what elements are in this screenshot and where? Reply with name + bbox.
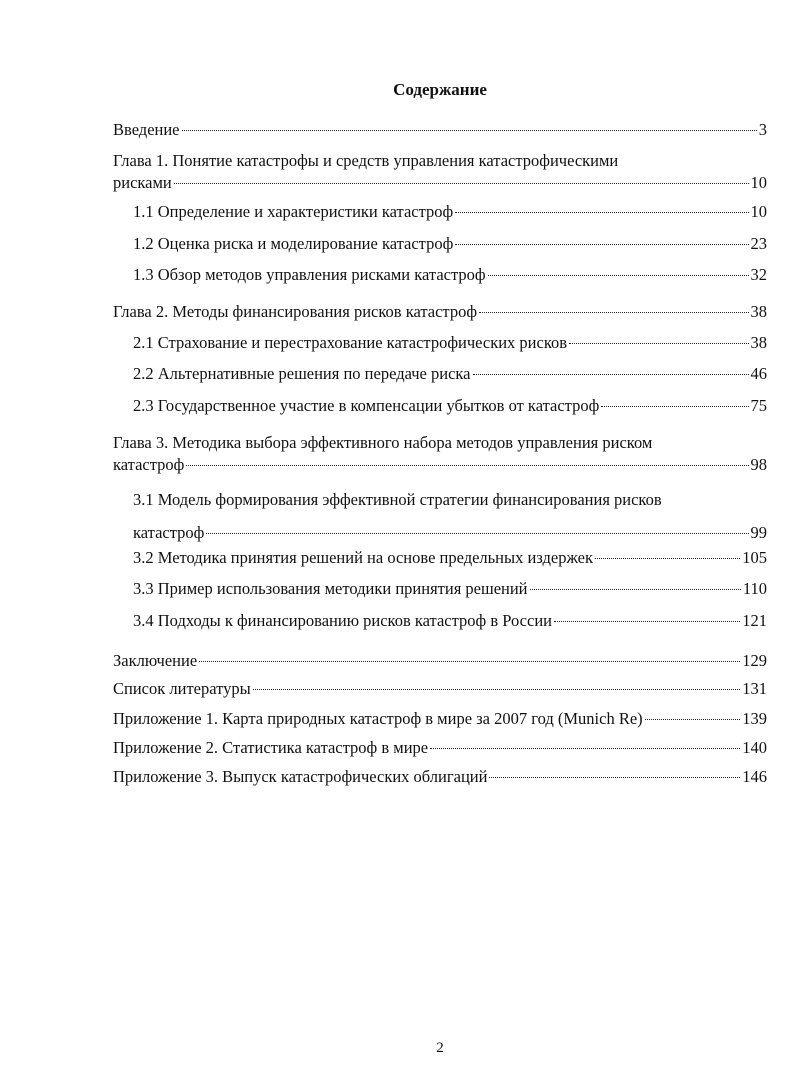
leader-dots	[473, 374, 749, 375]
toc-page: 105	[742, 548, 767, 567]
leader-dots	[645, 719, 741, 720]
toc-label: 3.4 Подходы к финансированию рисков катастроф в России	[133, 611, 552, 630]
toc-entry-appendix-3	[113, 766, 767, 788]
toc-entry-section-3-2	[133, 547, 767, 569]
toc-label: Глава 1. Понятие катастрофы и средств управления катастрофическими	[113, 151, 619, 170]
toc-page: 146	[742, 767, 767, 786]
toc-label: 1.2 Оценка риска и моделирование катастроф	[133, 234, 454, 253]
toc-page: 75	[750, 396, 767, 415]
toc-page: 121	[742, 611, 767, 630]
toc-entry-chapter-2	[113, 301, 767, 323]
toc-label: 1.1 Определение и характеристики катастроф	[133, 202, 454, 221]
toc-page: 38	[750, 333, 767, 352]
toc-label-continued: катастроф	[133, 523, 205, 542]
toc-label: Заключение	[113, 651, 198, 670]
toc-page: 46	[750, 364, 767, 383]
toc-label: 2.3 Государственное участие в компенсации убытков от катастроф	[133, 396, 600, 415]
toc-label-continued: рисками	[113, 173, 172, 192]
toc-page: 129	[742, 651, 767, 670]
page-number: 2	[436, 1040, 444, 1056]
leader-dots	[455, 212, 748, 213]
leader-dots	[182, 130, 757, 131]
toc-label: 2.1 Страхование и перестрахование катастрофических рисков	[133, 333, 568, 352]
leader-dots	[601, 406, 748, 407]
toc-page: 32	[750, 265, 767, 284]
toc-entry-appendix-2	[113, 737, 767, 759]
leader-dots	[595, 558, 740, 559]
toc-entry-conclusion	[113, 650, 767, 672]
toc-page: 23	[750, 234, 767, 253]
toc-label: Приложение 1. Карта природных катастроф в мире за 2007 год (Munich Re)	[113, 709, 643, 728]
toc-label: Приложение 3. Выпуск катастрофических облигаций	[113, 767, 488, 786]
toc-label: 3.2 Методика принятия решений на основе предельных издержек	[133, 548, 594, 567]
toc-entry-chapter-3	[113, 432, 767, 476]
toc-page: 140	[742, 738, 767, 757]
toc-page: 99	[750, 523, 767, 542]
leader-dots	[489, 777, 740, 778]
toc-page: 38	[750, 302, 767, 321]
toc-entry-section-3-4	[133, 610, 767, 632]
toc-label: Глава 2. Методы финансирования рисков катастроф	[113, 302, 478, 321]
toc-entry-section-2-2	[133, 363, 767, 385]
toc-entry-appendix-1	[113, 708, 767, 730]
leader-dots	[488, 275, 749, 276]
leader-dots	[455, 244, 748, 245]
toc-label: Глава 3. Методика выбора эффективного набора методов управления риском	[113, 433, 653, 452]
toc-label: 2.2 Альтернативные решения по передаче риска	[133, 364, 471, 383]
toc-page: 139	[742, 709, 767, 728]
toc-page: 10	[750, 202, 767, 221]
toc-label: Список литературы	[113, 679, 251, 698]
toc-entry-chapter-1	[113, 150, 767, 194]
toc-entry-section-2-1	[133, 332, 767, 354]
toc-entry-section-1-2	[133, 233, 767, 255]
toc-entry-section-2-3	[133, 395, 767, 417]
toc-entry-section-1-3	[133, 264, 767, 286]
page-title: Содержание	[393, 80, 487, 99]
leader-dots	[199, 661, 740, 662]
toc-page: 3	[758, 120, 767, 139]
toc-entry-section-3-1	[133, 483, 767, 549]
toc-label: Приложение 2. Статистика катастроф в мире	[113, 738, 429, 757]
toc-label: 3.3 Пример использования методики принятия решений	[133, 579, 528, 598]
toc-label-continued: катастроф	[113, 455, 185, 474]
toc-page: 110	[742, 579, 767, 598]
leader-dots	[530, 589, 741, 590]
leader-dots	[186, 465, 748, 466]
toc-entry-section-3-3	[133, 578, 767, 600]
leader-dots	[554, 621, 740, 622]
toc-label: 1.3 Обзор методов управления рисками катастроф	[133, 265, 486, 284]
leader-dots	[479, 312, 748, 313]
leader-dots	[569, 343, 748, 344]
leader-dots	[430, 748, 740, 749]
toc-page: 10	[750, 173, 767, 192]
leader-dots	[206, 533, 748, 534]
leader-dots	[253, 689, 741, 690]
toc-label: Введение	[113, 120, 180, 139]
toc-page: 98	[750, 455, 767, 474]
toc-entry-section-1-1	[133, 201, 767, 223]
leader-dots	[174, 183, 749, 184]
toc-entry-references	[113, 678, 767, 700]
toc-page: 131	[742, 679, 767, 698]
toc-label: 3.1 Модель формирования эффективной стратегии финансирования рисков	[133, 490, 662, 509]
toc-entry-intro	[113, 119, 767, 141]
